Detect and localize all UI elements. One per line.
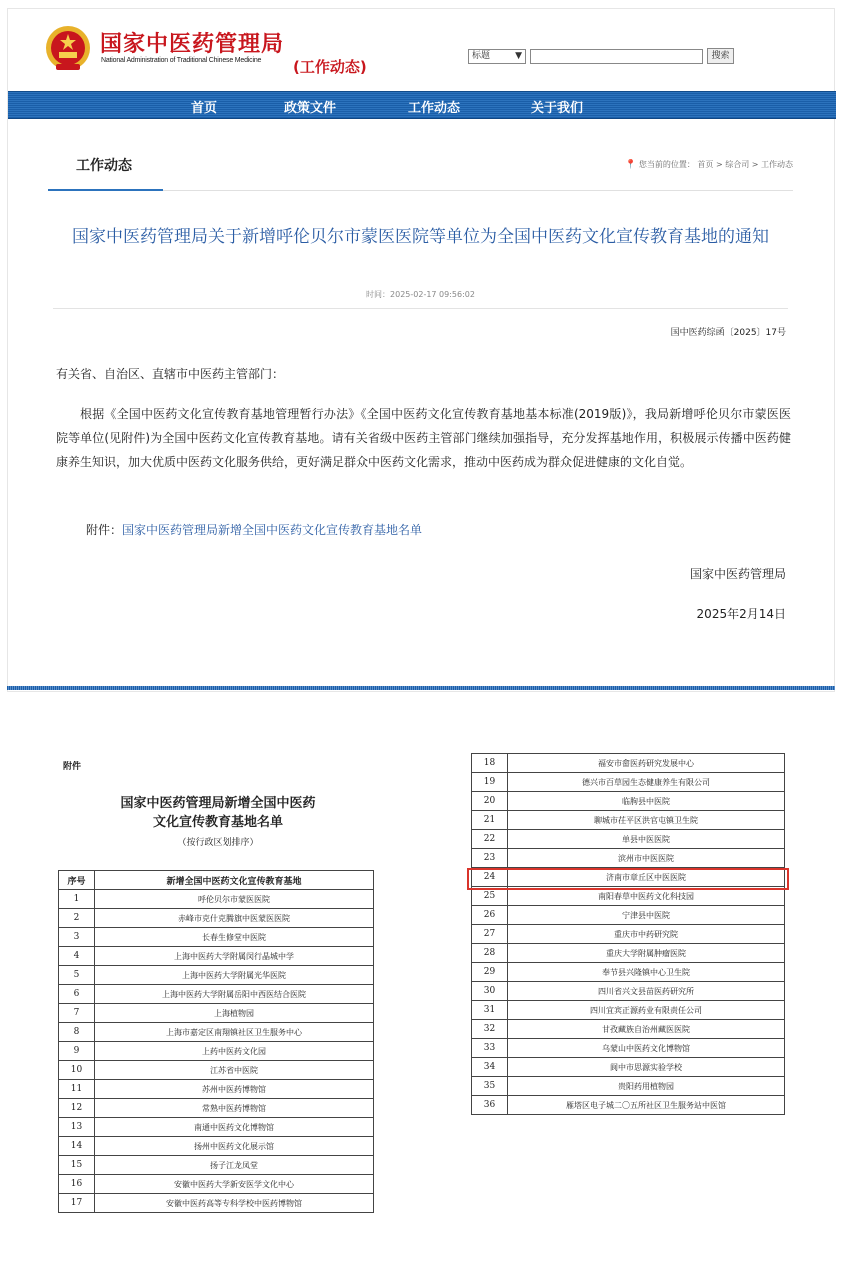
header-cell-index: 序号 bbox=[59, 871, 95, 890]
row-index: 12 bbox=[59, 1099, 95, 1118]
row-base-name: 江苏省中医院 bbox=[95, 1061, 374, 1080]
row-index: 26 bbox=[472, 906, 508, 925]
row-base-name: 四川宜宾正源药业有限责任公司 bbox=[508, 1001, 785, 1020]
row-base-name: 雁塔区电子城二〇五所社区卫生服务站中医馆 bbox=[508, 1096, 785, 1115]
title-underline bbox=[48, 189, 163, 191]
row-index: 33 bbox=[472, 1039, 508, 1058]
header-cell-name: 新增全国中医药文化宣传教育基地 bbox=[95, 871, 374, 890]
row-index: 5 bbox=[59, 966, 95, 985]
row-index: 23 bbox=[472, 849, 508, 868]
site-header bbox=[8, 9, 834, 89]
attachment-note: （按行政区划排序） bbox=[177, 838, 259, 848]
row-base-name: 呼伦贝尔市蒙医医院 bbox=[95, 890, 374, 909]
row-index: 19 bbox=[472, 773, 508, 792]
row-base-name: 赤峰市克什克腾旗中医蒙医医院 bbox=[95, 909, 374, 928]
table-row bbox=[59, 928, 374, 947]
table-row bbox=[472, 754, 785, 773]
search-type-select[interactable] bbox=[468, 49, 526, 64]
row-base-name: 安徽中医药高等专科学校中医药博物馆 bbox=[95, 1194, 374, 1213]
signature-date: 2025年2月14日 bbox=[696, 607, 786, 621]
row-base-name: 安徽中医药大学新安医学文化中心 bbox=[95, 1175, 374, 1194]
row-index: 36 bbox=[472, 1096, 508, 1115]
row-index: 31 bbox=[472, 1001, 508, 1020]
page-bottom-rule bbox=[7, 686, 835, 690]
breadcrumb-separator: > bbox=[751, 160, 761, 169]
base-list-table-2 bbox=[471, 753, 785, 1115]
nav-item-about[interactable]: 关于我们 bbox=[531, 101, 584, 116]
row-base-name: 苏州中医药博物馆 bbox=[95, 1080, 374, 1099]
row-base-name: 上海中医药大学附属岳阳中西医结合医院 bbox=[95, 985, 374, 1004]
row-index: 1 bbox=[59, 890, 95, 909]
row-index: 4 bbox=[59, 947, 95, 966]
row-base-name: 宁津县中医院 bbox=[508, 906, 785, 925]
row-index: 9 bbox=[59, 1042, 95, 1061]
search-input[interactable] bbox=[530, 49, 703, 64]
table-row bbox=[59, 1061, 374, 1080]
row-index: 20 bbox=[472, 792, 508, 811]
row-base-name: 重庆大学附属肿瘤医院 bbox=[508, 944, 785, 963]
divider bbox=[53, 308, 788, 309]
row-index: 32 bbox=[472, 1020, 508, 1039]
row-index: 25 bbox=[472, 887, 508, 906]
row-base-name: 德兴市百草园生态健康养生有限公司 bbox=[508, 773, 785, 792]
table-row bbox=[472, 849, 785, 868]
attachment-link[interactable]: 国家中医药管理局新增全国中医药文化宣传教育基地名单 bbox=[122, 523, 423, 537]
table-row bbox=[472, 811, 785, 830]
row-index: 17 bbox=[59, 1194, 95, 1213]
row-index: 27 bbox=[472, 925, 508, 944]
row-index: 14 bbox=[59, 1137, 95, 1156]
row-base-name: 乌蒙山中医药文化博物馆 bbox=[508, 1039, 785, 1058]
row-index: 15 bbox=[59, 1156, 95, 1175]
table-row bbox=[59, 1156, 374, 1175]
row-index: 21 bbox=[472, 811, 508, 830]
nav-item-home[interactable]: 首页 bbox=[191, 101, 218, 116]
location-pin-icon: 📍 bbox=[625, 160, 637, 170]
table-row bbox=[59, 1023, 374, 1042]
row-base-name: 长春生修堂中医院 bbox=[95, 928, 374, 947]
attachment-heading-label: 附件 bbox=[63, 762, 82, 772]
table-row bbox=[59, 890, 374, 909]
row-base-name: 奉节县兴隆镇中心卫生院 bbox=[508, 963, 785, 982]
row-base-name: 重庆市中药研究院 bbox=[508, 925, 785, 944]
base-list-table-1 bbox=[58, 870, 374, 1213]
row-base-name: 聊城市茌平区洪官屯镇卫生院 bbox=[508, 811, 785, 830]
table-row bbox=[472, 1077, 785, 1096]
row-index: 6 bbox=[59, 985, 95, 1004]
search-button[interactable]: 搜索 bbox=[707, 48, 734, 64]
row-base-name: 滨州市中医医院 bbox=[508, 849, 785, 868]
row-index: 3 bbox=[59, 928, 95, 947]
row-base-name: 甘孜藏族自治州藏医医院 bbox=[508, 1020, 785, 1039]
row-base-name: 上海市嘉定区南翔镇社区卫生服务中心 bbox=[95, 1023, 374, 1042]
table-row bbox=[472, 830, 785, 849]
row-base-name: 福安市畲医药研究发展中心 bbox=[508, 754, 785, 773]
breadcrumb-link-dept[interactable]: 综合司 bbox=[725, 160, 750, 169]
breadcrumb-link-home[interactable]: 首页 bbox=[697, 160, 714, 169]
row-index: 13 bbox=[59, 1118, 95, 1137]
highlight-box bbox=[467, 868, 789, 890]
row-index: 10 bbox=[59, 1061, 95, 1080]
row-base-name: 扬子江龙凤堂 bbox=[95, 1156, 374, 1175]
row-base-name: 上海中医药大学附属闵行晶城中学 bbox=[95, 947, 374, 966]
row-index: 29 bbox=[472, 963, 508, 982]
breadcrumb-separator: > bbox=[715, 160, 726, 169]
main-nav bbox=[8, 91, 836, 119]
row-index: 2 bbox=[59, 909, 95, 928]
table-row bbox=[472, 792, 785, 811]
document-number: 国中医药综函〔2025〕17号 bbox=[670, 328, 786, 338]
row-index: 24 bbox=[472, 868, 508, 887]
row-base-name: 阆中市思源实验学校 bbox=[508, 1058, 785, 1077]
row-base-name: 南阳春草中医药文化科技园 bbox=[508, 887, 785, 906]
attachment-line bbox=[86, 521, 422, 538]
row-index: 7 bbox=[59, 1004, 95, 1023]
table-row bbox=[59, 1099, 374, 1118]
attachment-title bbox=[58, 794, 378, 832]
table-row bbox=[59, 1137, 374, 1156]
row-base-name: 单县中医医院 bbox=[508, 830, 785, 849]
table-row bbox=[59, 1042, 374, 1061]
table-row bbox=[472, 925, 785, 944]
attachment-label: 附件： bbox=[86, 523, 123, 537]
table-row bbox=[59, 947, 374, 966]
table-row bbox=[59, 966, 374, 985]
row-index: 8 bbox=[59, 1023, 95, 1042]
search-type-value: 标题 bbox=[472, 51, 491, 61]
nav-item-news[interactable]: 工作动态 bbox=[408, 101, 461, 116]
row-index: 16 bbox=[59, 1175, 95, 1194]
table-row bbox=[472, 1039, 785, 1058]
table-row bbox=[59, 1080, 374, 1099]
table-row bbox=[59, 985, 374, 1004]
breadcrumb-link-news[interactable]: 工作动态 bbox=[761, 160, 793, 169]
table-row bbox=[472, 773, 785, 792]
breadcrumb-prefix: 您当前的位置： bbox=[638, 160, 695, 169]
row-base-name: 济南市章丘区中医医院 bbox=[508, 868, 785, 887]
row-index: 18 bbox=[472, 754, 508, 773]
national-emblem-icon bbox=[44, 24, 92, 74]
site-title[interactable]: 国家中医药管理局 bbox=[100, 31, 285, 57]
table-row bbox=[472, 963, 785, 982]
article-title: 国家中医药管理局关于新增呼伦贝尔市蒙医医院等单位为全国中医药文化宣传教育基地的通知 bbox=[72, 227, 769, 247]
table-row bbox=[59, 1175, 374, 1194]
row-base-name: 贵阳药用植物园 bbox=[508, 1077, 785, 1096]
table-row bbox=[472, 1020, 785, 1039]
row-base-name: 南通中医药文化博物馆 bbox=[95, 1118, 374, 1137]
row-index: 28 bbox=[472, 944, 508, 963]
row-index: 30 bbox=[472, 982, 508, 1001]
row-base-name: 四川省兴文县苗医药研究所 bbox=[508, 982, 785, 1001]
article-time: 时间：2025-02-17 09:56:02 bbox=[366, 290, 475, 299]
nav-item-policy[interactable]: 政策文件 bbox=[284, 101, 337, 116]
table-row bbox=[472, 982, 785, 1001]
row-index: 11 bbox=[59, 1080, 95, 1099]
breadcrumb-path bbox=[625, 159, 793, 170]
attachment-title-line: 国家中医药管理局新增全国中医药 bbox=[120, 796, 316, 811]
table-row bbox=[59, 1004, 374, 1023]
table-row bbox=[472, 944, 785, 963]
row-base-name: 临朐县中医院 bbox=[508, 792, 785, 811]
row-base-name: 上海植物园 bbox=[95, 1004, 374, 1023]
table-row bbox=[472, 1058, 785, 1077]
row-index: 34 bbox=[472, 1058, 508, 1077]
table-row bbox=[472, 906, 785, 925]
row-base-name: 上海中医药大学附属光华医院 bbox=[95, 966, 374, 985]
attachment-title-line: 文化宣传教育基地名单 bbox=[152, 815, 283, 830]
table-row bbox=[472, 1096, 785, 1115]
row-base-name: 上药中医药文化园 bbox=[95, 1042, 374, 1061]
table-row bbox=[472, 1001, 785, 1020]
table-row bbox=[59, 909, 374, 928]
page-title: 工作动态 bbox=[76, 158, 132, 174]
article-body: 根据《全国中医药文化宣传教育基地管理暂行办法》《全国中医药文化宣传教育基地基本标准(2019版)》，我局新增呼伦贝尔市蒙医医院等单位(见附件)为全国中医药文化宣传教育基地。请有关省级中医药主管部门继续加强指导，充分发挥基地作用，积极展示传播中医药健康养生知识，加大优质中医药文化服务供给，更好满足群众中医药文化需求，推动中医药成为群众促进健康的文化自觉。 bbox=[56, 407, 791, 469]
row-base-name: 扬州中医药文化展示馆 bbox=[95, 1137, 374, 1156]
row-index: 35 bbox=[472, 1077, 508, 1096]
row-base-name: 常熟中医药博物馆 bbox=[95, 1099, 374, 1118]
site-subtitle: National Administration of Traditional Chinese Medicine bbox=[101, 57, 262, 64]
signature-org: 国家中医药管理局 bbox=[689, 567, 786, 581]
salutation: 有关省、自治区、直辖市中医药主管部门： bbox=[56, 367, 285, 381]
web-page bbox=[7, 8, 835, 692]
table-row bbox=[59, 1194, 374, 1213]
table-row bbox=[59, 1118, 374, 1137]
row-index: 22 bbox=[472, 830, 508, 849]
section-tag: (工作动态) bbox=[293, 58, 367, 76]
table-header-row bbox=[59, 871, 374, 890]
chevron-down-icon: ▼ bbox=[515, 51, 522, 61]
breadcrumb bbox=[48, 149, 793, 191]
